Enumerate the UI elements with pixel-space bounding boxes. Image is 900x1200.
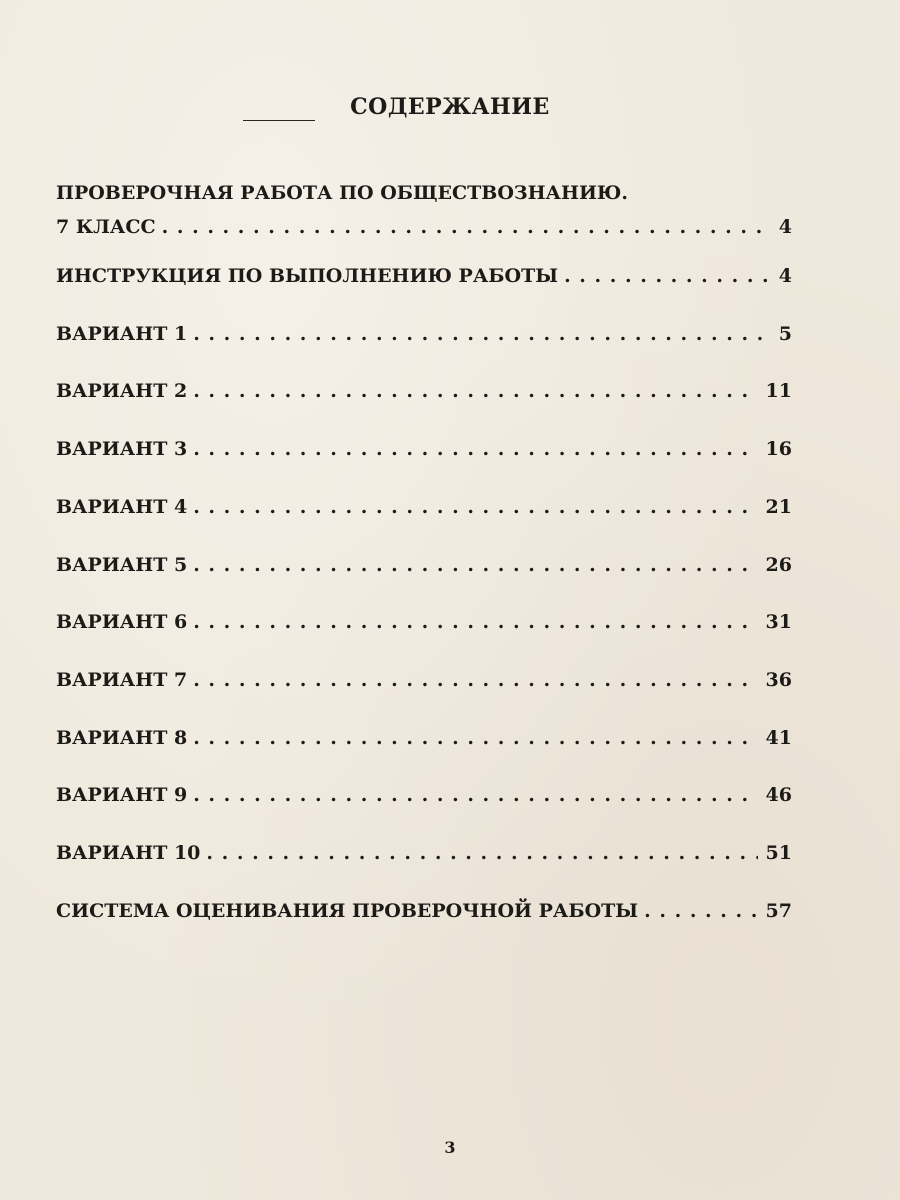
toc-entry-page: 46 xyxy=(765,784,792,806)
toc-entry[interactable] xyxy=(56,436,792,462)
toc-entry-title: ВАРИАНТ 3 xyxy=(56,438,188,460)
toc-entry-page: 31 xyxy=(765,611,792,633)
toc-entry[interactable] xyxy=(56,898,792,924)
dot-leader xyxy=(162,214,771,240)
toc-entry-title: ВАРИАНТ 2 xyxy=(56,380,188,402)
toc-entry[interactable] xyxy=(56,180,792,240)
dot-leader xyxy=(193,436,757,462)
toc-entry[interactable] xyxy=(56,552,792,578)
toc-entry-title: ВАРИАНТ 10 xyxy=(56,842,201,864)
toc-entry-page: 4 xyxy=(778,265,792,287)
page-title: СОДЕРЖАНИЕ xyxy=(350,94,550,120)
toc-entry-title: ВАРИАНТ 1 xyxy=(56,323,188,345)
toc-entry-page: 5 xyxy=(778,323,792,345)
toc-entry-page: 21 xyxy=(765,496,792,518)
dot-leader xyxy=(644,898,757,924)
toc-entry[interactable] xyxy=(56,378,792,404)
dot-leader xyxy=(193,782,757,808)
toc-entry-title: ВАРИАНТ 7 xyxy=(56,669,188,691)
dot-leader xyxy=(193,378,757,404)
toc-entry-title: СИСТЕМА ОЦЕНИВАНИЯ ПРОВЕРОЧНОЙ РАБОТЫ xyxy=(56,900,639,922)
toc-entry-page: 57 xyxy=(765,900,792,922)
dot-leader xyxy=(193,725,757,751)
toc-entry-page: 16 xyxy=(765,438,792,460)
toc-entry-title: ВАРИАНТ 4 xyxy=(56,496,188,518)
toc-entry[interactable] xyxy=(56,263,792,289)
toc-entry[interactable] xyxy=(56,782,792,808)
dot-leader xyxy=(206,840,757,866)
toc-entry[interactable] xyxy=(56,609,792,635)
toc-entry-page: 36 xyxy=(765,669,792,691)
toc-entry-page: 26 xyxy=(765,554,792,576)
toc-entry[interactable] xyxy=(56,667,792,693)
toc-entry-title-line1: ПРОВЕРОЧНАЯ РАБОТА ПО ОБЩЕСТВОЗНАНИЮ. xyxy=(56,182,628,204)
toc-entry-title: ВАРИАНТ 8 xyxy=(56,727,188,749)
toc-entry-page: 41 xyxy=(765,727,792,749)
dot-leader xyxy=(193,321,771,347)
toc-entry[interactable] xyxy=(56,725,792,751)
toc-entry-title: 7 КЛАСС xyxy=(56,216,156,238)
toc-entry[interactable] xyxy=(56,840,792,866)
toc-entry-title: ИНСТРУКЦИЯ ПО ВЫПОЛНЕНИЮ РАБОТЫ xyxy=(56,265,559,287)
toc-entry-title: ВАРИАНТ 6 xyxy=(56,611,188,633)
toc-entry[interactable] xyxy=(56,494,792,520)
toc-entry-page: 51 xyxy=(765,842,792,864)
toc-entry[interactable] xyxy=(56,321,792,347)
dot-leader xyxy=(564,263,771,289)
toc-entry-page: 4 xyxy=(778,216,792,238)
heading-rule xyxy=(243,120,315,121)
dot-leader xyxy=(193,552,757,578)
toc-entry-title: ВАРИАНТ 9 xyxy=(56,784,188,806)
dot-leader xyxy=(193,667,757,693)
dot-leader xyxy=(193,494,757,520)
toc-entry-page: 11 xyxy=(765,380,792,402)
page-number: 3 xyxy=(444,1138,456,1157)
toc-entry-title: ВАРИАНТ 5 xyxy=(56,554,188,576)
dot-leader xyxy=(193,609,757,635)
